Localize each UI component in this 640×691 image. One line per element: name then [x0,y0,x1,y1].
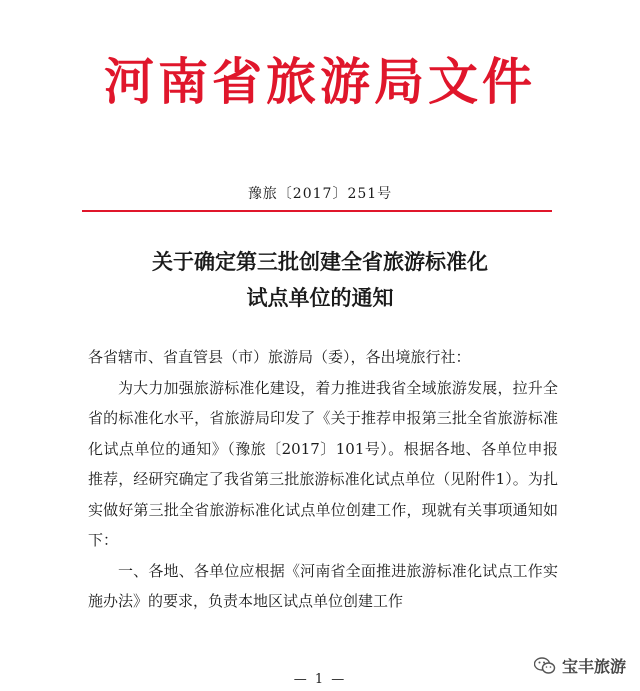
body-paragraph-1: 为大力加强旅游标准化建设，着力推进我省全域旅游发展，拉升全省的标准化水平，省旅游局印发了《关于推荐申报第三批全省旅游标准化试点单位的通知》（豫旅〔2017〕101号）。根据各地、各单位申报推荐，经研究确定了我省第三批旅游标准化试点单位（见附件1）。为扎实做好第三批全省旅游标准化试点单位创建工作，现就有关事项通知如下： [88,378,558,549]
document-title-line-1: 关于确定第三批创建全省旅游标准化 [152,249,488,274]
page-number: — 1 — [293,672,347,687]
salutation: 各省辖市、省直管县（市）旅游局（委），各出境旅行社： [88,348,471,366]
watermark-text: 宝丰旅游 [561,657,626,676]
document-header-title: 河南省旅游局文件 [104,53,536,111]
document-number: 豫旅〔2017〕251号 [247,186,393,202]
document-title [0,244,640,316]
red-divider-line [82,210,552,212]
document-body [88,342,558,617]
body-paragraph-2: 一、各地、各单位应根据《河南省全面推进旅游标准化试点工作实施办法》的要求，负责本地区试点单位创建工作 [88,561,558,610]
document-title-line-2: 试点单位的通知 [246,285,394,310]
